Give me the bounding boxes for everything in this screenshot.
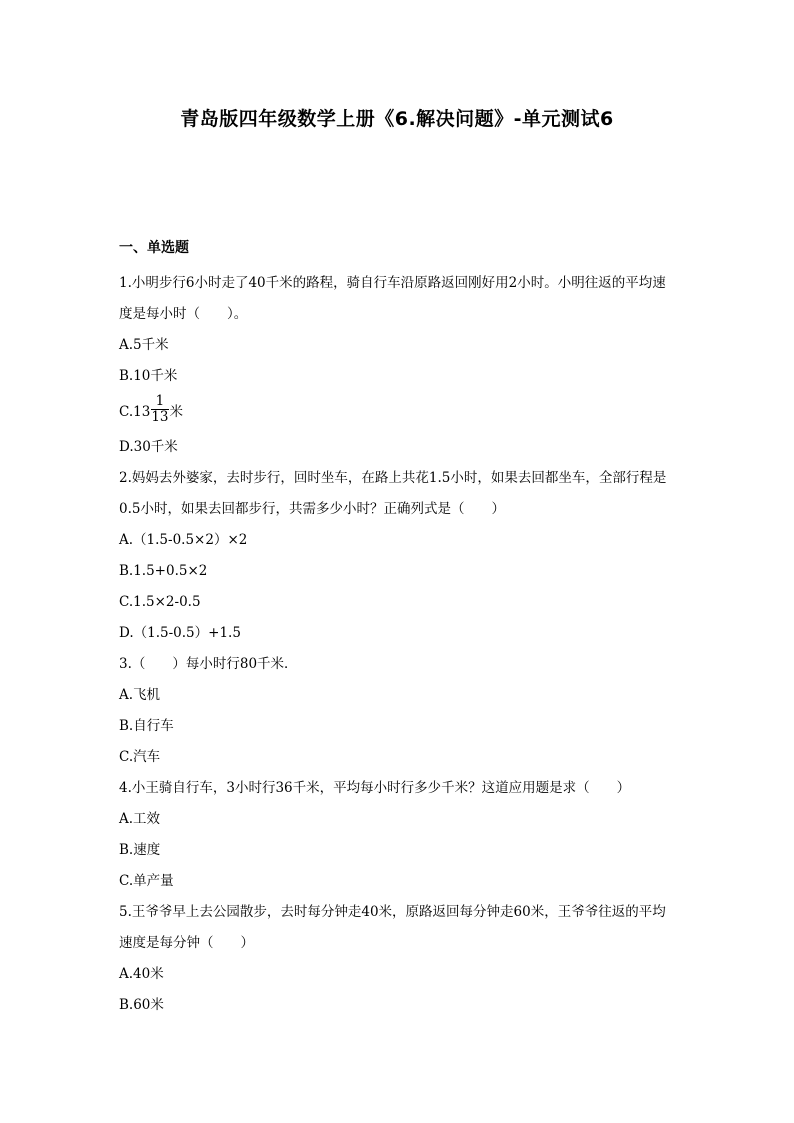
question-1-option-d: D.30千米 [119,439,178,455]
question-5-option-b: B.60米 [119,997,164,1013]
document-body [119,237,679,1021]
question-3-option-c: C.汽车 [119,749,161,765]
question-4-option-c: C.单产量 [119,873,174,889]
question-3-option-a: A.飞机 [119,687,161,703]
question-1-text: 1.小明步行6小时走了40千米的路程，骑自行车沿原路返回刚好用2小时。小明往返的平均速度是每小时（ ）。 [119,275,666,322]
question-1-option-c [119,392,679,432]
option-c-unit: 米 [169,404,184,420]
fraction-numerator: 1 [151,394,168,410]
fraction [151,394,168,425]
question-1-option-a: A.5千米 [119,337,169,353]
question-2-option-b: B.1.5+0.5×2 [119,563,208,579]
section-heading: 一、单选题 [119,240,189,256]
question-5-option-a: A.40米 [119,966,164,982]
question-4-option-b: B.速度 [119,842,161,858]
question-1-option-b: B.10千米 [119,368,178,384]
page-title: 青岛版四年级数学上册《6.解决问题》-单元测试6 [180,108,614,130]
question-4-option-a: A.工效 [119,811,161,827]
question-3-option-b: B.自行车 [119,718,174,734]
question-5-text: 5.王爷爷早上去公园散步，去时每分钟走40米，原路返回每分钟走60米，王爷爷往返的平均速度是每分钟（ ） [119,904,666,951]
question-2-option-d: D.（1.5-0.5）+1.5 [119,625,241,641]
question-2-text: 2.妈妈去外婆家，去时步行，回时坐车，在路上共花1.5小时，如果去回都坐车，全部行程是0.5小时，如果去回都步行，共需多少小时？正确列式是（ ） [119,470,667,517]
option-c-prefix: C.13 [119,404,151,420]
question-2-option-a: A.（1.5-0.5×2）×2 [119,532,248,548]
question-2-option-c: C.1.5×2-0.5 [119,594,201,610]
question-3-text: 3.（ ）每小时行80千米． [119,656,298,672]
question-4-text: 4.小王骑自行车，3小时行36千米，平均每小时行多少千米？这道应用题是求（ ） [119,780,631,796]
fraction-denominator: 13 [151,409,169,425]
